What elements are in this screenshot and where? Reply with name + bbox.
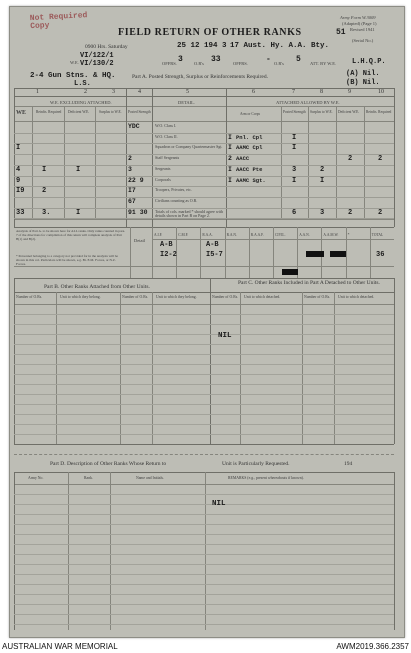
part-c-column-header: Number of O.Rs. xyxy=(304,295,331,299)
cell-deficient2: 2 xyxy=(348,155,353,164)
cell-detail: Troopers, Privates, etc. xyxy=(155,187,192,193)
unit-composition: 2-4 Gun Stns. & HQ. xyxy=(30,72,116,80)
cell-reinforcements2: 2 xyxy=(378,155,383,164)
part-d-title-2: Unit is Particularly Requested. xyxy=(222,461,290,467)
redaction-bar xyxy=(306,251,324,257)
redaction-bar xyxy=(330,251,346,257)
row-divider xyxy=(14,154,394,155)
posted2-header: Posted Strength xyxy=(283,110,306,114)
ruled-line xyxy=(14,334,394,335)
cell-we: 33 xyxy=(16,208,25,217)
officers-count-2: - xyxy=(266,55,271,64)
page-title: FIELD RETURN OF OTHER RANKS xyxy=(118,27,302,38)
ors-label-1: O.R's xyxy=(194,61,204,66)
form-reference: Army Form W.3009 xyxy=(340,15,376,20)
column-number: 10 xyxy=(378,89,384,95)
cell-detail: Staff Sergeants xyxy=(155,155,180,161)
part-d-column-header: Army No. xyxy=(28,476,44,480)
part-d-nil: NIL xyxy=(212,500,226,508)
column-number: 6 xyxy=(252,89,255,95)
cell-detail: Civilians counting as O.R. xyxy=(155,197,198,203)
analysis-cmf-row2: I5-7 xyxy=(206,251,223,259)
ruled-line xyxy=(14,404,394,405)
ruled-line xyxy=(14,324,394,325)
cell-detail: Totals of cols. marked * should agree with details shown in Part B on Page 2. xyxy=(155,208,223,218)
part-d-column-header: Rank. xyxy=(84,476,93,480)
we-excluding-header: W.E. EXCLUDING ATTACHED. xyxy=(50,100,112,105)
reinforcements-header: Reinfts. Required xyxy=(36,110,62,114)
cell-rank: AACC xyxy=(236,155,250,163)
cell-deficient2: 2 xyxy=(348,208,353,217)
column-number: 5 xyxy=(186,89,189,95)
cell-rank: AAMC Cpl xyxy=(236,144,263,152)
cell-corps-count: I xyxy=(228,165,232,173)
part-a-title: Part A. Posted Strength, Surplus or Reinforcements Required. xyxy=(132,74,268,80)
ruled-line xyxy=(14,554,394,555)
officers-label-1: OFFRS. xyxy=(162,61,177,66)
cell-detail: Squadron or Company Quartermaster Sgt. xyxy=(155,144,223,150)
part-d-year: 194 xyxy=(344,461,353,467)
column-number: 2 xyxy=(84,89,87,95)
form-subtitle: (Adapted) (Page 1) xyxy=(342,21,377,26)
ruled-line xyxy=(14,584,394,585)
ruled-line xyxy=(14,624,394,625)
deficient-header: Deficient W.E. xyxy=(68,110,90,114)
column-number: 8 xyxy=(320,89,323,95)
part-d-column-header: Name and Initials. xyxy=(136,476,164,480)
reinforcements2-header: Reinfts. Required xyxy=(366,110,392,114)
part-a-nil: (A) Nil. xyxy=(346,70,380,78)
ruled-line xyxy=(14,504,394,505)
ruled-line xyxy=(14,374,394,375)
detail-header: DETAIL. xyxy=(178,100,196,105)
cell-surplus2: 3 xyxy=(320,208,325,217)
analysis-note: Analysis of Part A. to be shown here for ALL ranks. Only ranks counted in para. 7 of the directions for compilation of this return will complete analysis of Part B(1) and B(2). xyxy=(16,229,126,242)
analysis-column-header: R.A.A. xyxy=(202,233,213,237)
ors-label-2: O.R's xyxy=(274,61,284,66)
attached-unit: L.H.Q.P. xyxy=(352,58,386,66)
ors-count-2: 5 xyxy=(296,55,301,64)
officers-label-2: OFFRS. xyxy=(233,61,248,66)
cell-rank: AAMC Sgt. xyxy=(236,176,266,184)
ruled-line xyxy=(14,424,394,425)
column-number: 1 xyxy=(36,89,39,95)
cell-posted2: 6 xyxy=(292,208,297,217)
part-d-column-header: REMARKS (e.g., present whereabouts if known). xyxy=(228,476,304,480)
analysis-column-divider xyxy=(249,227,250,278)
ruled-line xyxy=(14,414,394,415)
surplus-header: Surplus to W.E. xyxy=(99,110,122,114)
row-divider xyxy=(14,218,394,219)
part-c-title: Part C. Other Ranks Included in Part A Detached to Other Units. xyxy=(238,280,380,286)
cell-reinforcements: I xyxy=(42,165,47,174)
cell-posted: 67 xyxy=(128,197,136,205)
part-c-column-header: Unit to which detached. xyxy=(244,295,281,299)
analysis-detail-label: Detail xyxy=(134,238,145,243)
analysis-footnote: * Personnel belonging to a category not provided for in the analysis will be shown in this col. Particulars will be shown, e.g. Br. E.M. Forces, or N.Z. Forces. xyxy=(16,254,118,267)
ruled-line xyxy=(14,384,394,385)
ruled-line xyxy=(14,354,394,355)
cell-surplus2: 2 xyxy=(320,165,325,174)
cell-posted2: 3 xyxy=(292,165,297,174)
ls-label: L.S. xyxy=(74,80,91,88)
part-b-column-header: Unit to which they belong. xyxy=(156,295,197,299)
cell-posted2: I xyxy=(292,176,297,185)
ruled-line xyxy=(14,434,394,435)
ruled-line xyxy=(14,594,394,595)
archive-name: AUSTRALIAN WAR MEMORIAL xyxy=(2,642,118,651)
hours-label: 0900 Hrs. Saturday xyxy=(85,44,128,50)
we-label: W.E. xyxy=(70,60,79,65)
attached-header: ATTACHED ALLOWED BY W.E. xyxy=(276,100,340,105)
column-number: 3 xyxy=(112,89,115,95)
cell-we: 9 xyxy=(16,176,21,185)
surplus2-header: Surplus to W.E. xyxy=(310,110,333,114)
ors-count-1: 33 xyxy=(211,55,221,64)
part-c-column-header: Unit to which detached. xyxy=(338,295,375,299)
cell-detail: Sergeants xyxy=(155,165,171,171)
part-c-nil: NIL xyxy=(218,332,232,340)
cell-rank: AACC Pte xyxy=(236,165,263,173)
form-revision: Revised 1941 xyxy=(350,27,375,32)
ruled-line xyxy=(14,364,394,365)
ruled-line xyxy=(14,534,394,535)
row-divider xyxy=(14,176,394,177)
we-reference-1: VI/122/1 xyxy=(80,52,114,60)
cell-rank: Pnl. Cpl xyxy=(236,133,263,141)
cell-posted: 2 xyxy=(128,155,132,163)
ruled-line xyxy=(14,564,394,565)
cell-posted: 91 30 xyxy=(128,208,148,216)
cell-corps-count: I xyxy=(228,176,232,184)
analysis-column-header: A.A.N. xyxy=(299,233,310,237)
cell-posted: YDC xyxy=(128,123,140,130)
cell-reinforcements2: 2 xyxy=(378,208,383,217)
analysis-column-divider xyxy=(200,227,201,278)
analysis-column-header: A.I.F. xyxy=(154,233,163,237)
ruled-line xyxy=(14,574,394,575)
unit-name: 17 Aust. Hy. A.A. Bty. xyxy=(230,42,330,50)
cell-posted2: I xyxy=(292,144,297,153)
analysis-aif-row1: A-B xyxy=(160,241,173,249)
officers-count-1: 3 xyxy=(178,55,183,64)
corps-header: Arm or Corps xyxy=(240,112,260,116)
cell-surplus2: I xyxy=(320,176,325,185)
attached-label: ATT. BY W.E. xyxy=(310,61,337,66)
redaction-bar xyxy=(282,269,298,275)
ruled-line xyxy=(14,604,394,605)
ruled-line xyxy=(14,344,394,345)
cell-posted: 3 xyxy=(128,165,132,173)
cell-we: I xyxy=(16,144,21,153)
part-c-column-header: Number of O.Rs. xyxy=(212,295,239,299)
row-divider xyxy=(14,133,394,134)
part-d-title: Part D. Description of Other Ranks Whose Return to xyxy=(50,461,167,467)
ruled-line xyxy=(14,514,394,515)
analysis-header-rule xyxy=(152,239,394,240)
analysis-total: 36 xyxy=(376,251,385,259)
posted-header: Posted Strength xyxy=(128,110,151,114)
cell-posted: I7 xyxy=(128,187,136,195)
column-number: 7 xyxy=(292,89,295,95)
ruled-line xyxy=(14,524,394,525)
analysis-column-divider xyxy=(273,227,274,278)
analysis-cmf-row1: A-B xyxy=(206,241,219,249)
part-b-title: Part B. Other Ranks Attached from Other Units. xyxy=(44,284,150,290)
cell-corps-count: I xyxy=(228,133,232,141)
analysis-column-header: TOTAL xyxy=(371,233,384,237)
ruled-line xyxy=(14,544,394,545)
ruled-line xyxy=(14,614,394,615)
analysis-column-header: * xyxy=(347,233,350,237)
return-date: 25 12 194 3 xyxy=(177,42,227,50)
cell-corps-count: I xyxy=(228,144,232,152)
part-b-column-header: Number of O.Rs. xyxy=(16,295,43,299)
cell-posted: 22 9 xyxy=(128,176,144,184)
cell-deficient: I xyxy=(76,208,81,217)
analysis-column-divider xyxy=(225,227,226,278)
analysis-column-header: CIVIL. xyxy=(275,233,286,237)
analysis-column-header: C.M.F. xyxy=(178,233,189,237)
cell-reinforcements: 2 xyxy=(42,187,47,196)
ruled-line xyxy=(14,394,394,395)
we-column-header: WE xyxy=(16,110,27,116)
cell-corps-count: 2 xyxy=(228,155,232,163)
ruled-line xyxy=(14,494,394,495)
analysis-column-divider xyxy=(370,227,371,278)
part-b-column-header: Number of O.Rs. xyxy=(122,295,149,299)
deficient2-header: Deficient W.E. xyxy=(338,110,360,114)
column-number: 4 xyxy=(138,89,141,95)
cell-reinforcements: 3. xyxy=(42,208,51,217)
archive-footer xyxy=(0,640,411,653)
cell-detail: Corporals xyxy=(155,176,171,182)
part-b-column-header: Unit to which they belong. xyxy=(60,295,101,299)
serial-number: 51 xyxy=(336,28,346,37)
column-number: 9 xyxy=(348,89,351,95)
analysis-aif-row2: I2-2 xyxy=(160,251,177,259)
cell-we: 4 xyxy=(16,165,21,174)
row-divider xyxy=(14,186,394,187)
serial-label: (Serial No.) xyxy=(352,38,374,43)
handwritten-annotation: Not Required Copy xyxy=(29,11,88,32)
cell-posted2: I xyxy=(292,133,297,142)
row-divider xyxy=(14,165,394,166)
row-divider xyxy=(14,197,394,198)
ruled-line xyxy=(14,314,394,315)
cell-detail: W.O. Class II. xyxy=(155,133,178,139)
cell-detail: W.O. Class I. xyxy=(155,123,177,128)
analysis-column-header: R.A.N. xyxy=(226,233,237,237)
analysis-column-header: A.A.M.W. xyxy=(323,233,339,237)
analysis-column-header: R.A.A.F. xyxy=(250,233,264,237)
cell-we: I9 xyxy=(16,187,25,196)
part-b-nil: (B) Nil. xyxy=(346,79,380,87)
we-reference-2: VI/130/2 xyxy=(80,60,114,68)
archive-reference: AWM2019.366.2357 xyxy=(336,642,409,651)
cell-deficient: I xyxy=(76,165,81,174)
